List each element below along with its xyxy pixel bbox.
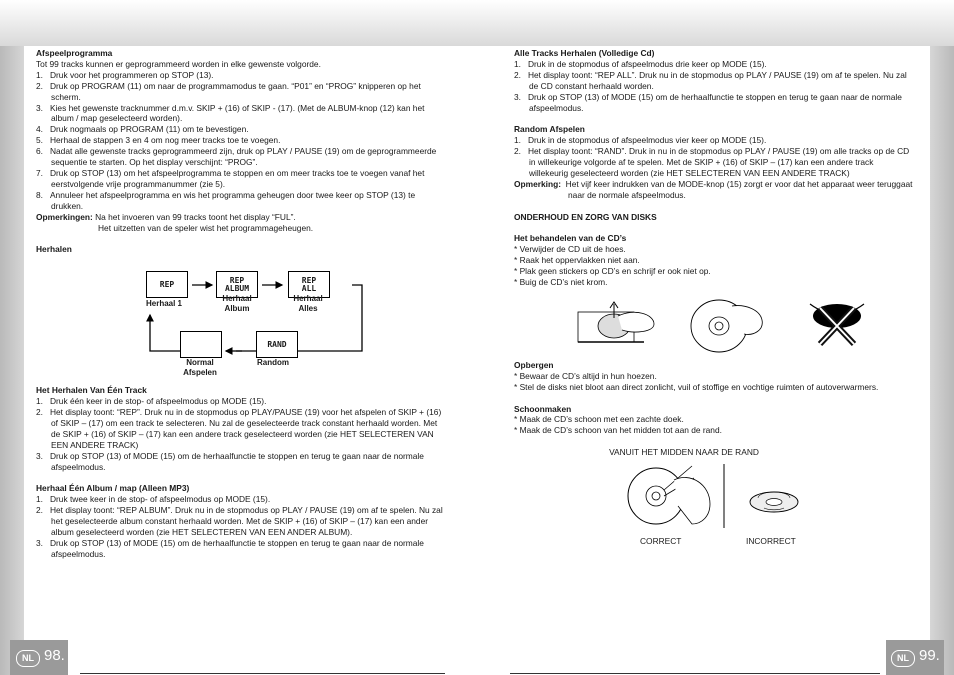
no-bend-disc-icon — [810, 304, 864, 344]
label-random: Random — [257, 358, 289, 368]
page-number-right-text: 99. — [919, 647, 940, 664]
bottom-rule-right — [510, 673, 880, 674]
list-item: 2. Het display toont: “REP ALBUM”. Druk nu in de stopmodus op PLAY / PAUSE (19) om af te spelen. Nu zal het geselecteerde album constant herhaald worden. Met de SKIP + (16) of SKIP – (17) kan een ander album geselecteerd worden (zie HET SELECTEREN VAN EEN ANDER ALBUM). — [36, 505, 443, 537]
incorrect-label: INCORRECT — [746, 536, 796, 547]
repeat-all-title: Alle Tracks Herhalen (Volledige Cd) — [514, 48, 655, 58]
remarks-label: Opmerkingen: — [36, 211, 93, 222]
page-number-left — [10, 640, 68, 675]
label-repeat-1: Herhaal 1 — [145, 299, 183, 309]
list-item: * Bewaar de CD’s altijd in hun hoezen. — [514, 370, 657, 381]
list-item: 2. Het display toont: “REP ALL”. Druk nu in de stopmodus op PLAY / PAUSE (19) om af te spelen. Nu zal de CD constant herhaald worden. — [514, 69, 907, 91]
incorrect-cleaning-icon — [750, 492, 798, 512]
label-repeat-album: Herhaal Album — [222, 294, 252, 314]
random-steps — [514, 135, 914, 179]
right-column — [514, 48, 914, 556]
lcd-rep-album: REP ALBUM — [216, 271, 258, 298]
cleaning-svg — [514, 460, 914, 536]
program-remark — [36, 212, 446, 223]
language-badge-left: NL — [16, 650, 40, 667]
repeat-album-title: Herhaal Één Album / map (Alleen MP3) — [36, 483, 190, 494]
list-item: 2. Het display toont: “REP”. Druk nu in de stopmodus op PLAY/PAUSE (19) voor het afspelen of SKIP + (16) of SKIP – (17) om een track te selecteren. Nu zal de geselecteerde track constant herhaald worden. Met de SKIP + (16) of SKIP – (17) kan een andere track geselecteerd worden (zie HET SELECTEREN VAN EEN ANDERE TRACK) — [36, 407, 442, 450]
list-item: * Maak de CD’s schoon met een zachte doek. — [514, 414, 684, 425]
bottom-rule-left — [80, 673, 445, 674]
program-title: Afspeelprogramma — [36, 48, 113, 58]
list-item: 3. Druk op STOP (13) of MODE (15) om de herhaalfunctie te stoppen en terug te gaan naar de normale afspeelmodus. — [36, 537, 424, 559]
correct-cleaning-icon — [628, 466, 710, 524]
list-item: 5. Herhaal de stappen 3 en 4 om nog meer tracks toe te voegen. — [36, 135, 281, 146]
list-item: * Maak de CD’s schoon van het midden tot aan de rand. — [514, 425, 722, 436]
right-page-edge — [930, 46, 954, 675]
list-item: 1. Druk één keer in de stop- of afspeelmodus op MODE (15). — [36, 396, 267, 407]
random-title: Random Afspelen — [514, 124, 585, 135]
language-badge-right: NL — [891, 650, 915, 667]
storage-title: Opbergen — [514, 359, 554, 370]
random-remark: Opmerking: Het vijf keer indrukken van de MODE-knop (15) zorgt er voor dat het apparaat weer teruggaat naar de normale afspeelmodus. — [514, 178, 913, 200]
correct-label: CORRECT — [640, 536, 682, 547]
storage-list — [514, 371, 914, 393]
list-item: 3. Kies het gewenste tracknummer d.m.v. SKIP + (16) of SKIP - (17). (Met de ALBUM-knop (12) kan het album / map geselecteerd worden). — [36, 102, 425, 124]
program-intro: Tot 99 tracks kunnen er geprogrammeerd worden in elke gewenste volgorde. — [36, 58, 321, 69]
list-item: 1. Druk in de stopmodus of afspeelmodus drie keer op MODE (15). — [514, 58, 767, 69]
disc-handling-illustrations — [514, 294, 914, 354]
header-bar — [0, 0, 954, 46]
cleaning-title: Schoonmaken — [514, 403, 572, 414]
handling-title: Het behandelen van de CD’s — [514, 233, 627, 244]
lcd-rep: REP — [146, 271, 188, 298]
left-column — [36, 48, 446, 560]
list-item: 2. Het display toont: “RAND”. Druk in nu in de stopmodus op PLAY / PAUSE (19) om alle tracks op de CD in willekeurige volgorde af te spelen. Met de SKIP + (16) of SKIP – (17) kan een andere track willekeurig geselecteerd worden (zie HET SELECTEREN VAN EEN ANDERE TRACK) — [514, 146, 910, 178]
list-item: 2. Druk op PROGRAM (11) om naar de programmamodus te gaan. “P01” en “PROG” knipperen op het scherm. — [36, 80, 421, 102]
list-item: * Stel de disks niet bloot aan direct zonlicht, vuil of stoffige en vochtige ruimten of autoverwarmers. — [514, 381, 879, 392]
repeat-mode-diagram — [140, 259, 440, 377]
list-item: 8. Annuleer het afspeelprogramma en wis het programma geheugen door twee keer op STOP (13) te drukken. — [36, 189, 416, 211]
list-item: 1. Druk in de stopmodus of afspeelmodus vier keer op MODE (15). — [514, 135, 767, 146]
label-normal-play: Normal Afspelen — [183, 358, 217, 378]
handling-list — [514, 244, 914, 288]
remark-1: Na het invoeren van 99 tracks toont het display “FUL”. — [95, 211, 296, 222]
remark-2: Het uitzetten van de speler wist het programmageheugen. — [98, 222, 314, 233]
random-remark-label: Opmerking: — [514, 178, 561, 189]
list-item: * Buig de CD’s niet krom. — [514, 276, 608, 287]
remove-disc-icon — [578, 302, 654, 342]
lcd-rand: RAND — [256, 331, 298, 358]
list-item: 7. Druk op STOP (13) om het afspeelprogramma te stoppen en om meer tracks toe te voegen vanaf het eerstvolgende vrije programmanummer (zie 5). — [36, 167, 425, 189]
list-item: * Plak geen stickers op CD’s en schrijf er ook niet op. — [514, 266, 711, 277]
repeat-title: Herhalen — [36, 244, 72, 255]
list-item: 3. Druk op STOP (13) of MODE (15) om de herhaalfunctie te stoppen en terug te gaan naar de normale afspeelmodus. — [514, 91, 902, 113]
lcd-normal — [180, 331, 222, 358]
repeat-track-steps — [36, 396, 446, 472]
cleaning-illustrations — [514, 460, 914, 556]
hold-disc-icon — [691, 300, 762, 352]
repeat-all-steps — [514, 59, 914, 114]
repeat-album-steps — [36, 494, 446, 559]
page-number-left-text: 98. — [44, 647, 65, 664]
list-item: 3. Druk op STOP (13) of MODE (15) om de herhaalfunctie te stoppen en terug te gaan naar de normale afspeelmodus. — [36, 450, 424, 472]
disc-handling-svg — [514, 294, 914, 354]
lcd-rep-all: REP ALL — [288, 271, 330, 298]
list-item: 1. Druk voor het programmeren op STOP (13). — [36, 69, 214, 80]
list-item: * Raak het oppervlakken niet aan. — [514, 255, 640, 266]
label-repeat-all: Herhaal Alles — [293, 294, 323, 314]
list-item: 6. Nadat alle gewenste tracks geprogrammeerd zijn, druk op PLAY / PAUSE (19) om de geprogrammeerde sequentie te starten. Op het display verschijnt: “PROG”. — [36, 146, 437, 168]
program-steps — [36, 70, 446, 212]
page-number-right — [886, 640, 944, 675]
list-item: 1. Druk twee keer in de stop- of afspeelmodus op MODE (15). — [36, 494, 271, 505]
cleaning-caption: VANUIT HET MIDDEN NAAR DE RAND — [609, 447, 759, 458]
care-title: ONDERHOUD EN ZORG VAN DISKS — [514, 211, 657, 222]
list-item: 4. Druk nogmaals op PROGRAM (11) om te bevestigen. — [36, 124, 249, 135]
left-page-edge — [0, 46, 24, 675]
list-item: * Verwijder de CD uit de hoes. — [514, 244, 626, 255]
cleaning-list — [514, 414, 914, 436]
repeat-track-title: Het Herhalen Van Één Track — [36, 385, 147, 396]
